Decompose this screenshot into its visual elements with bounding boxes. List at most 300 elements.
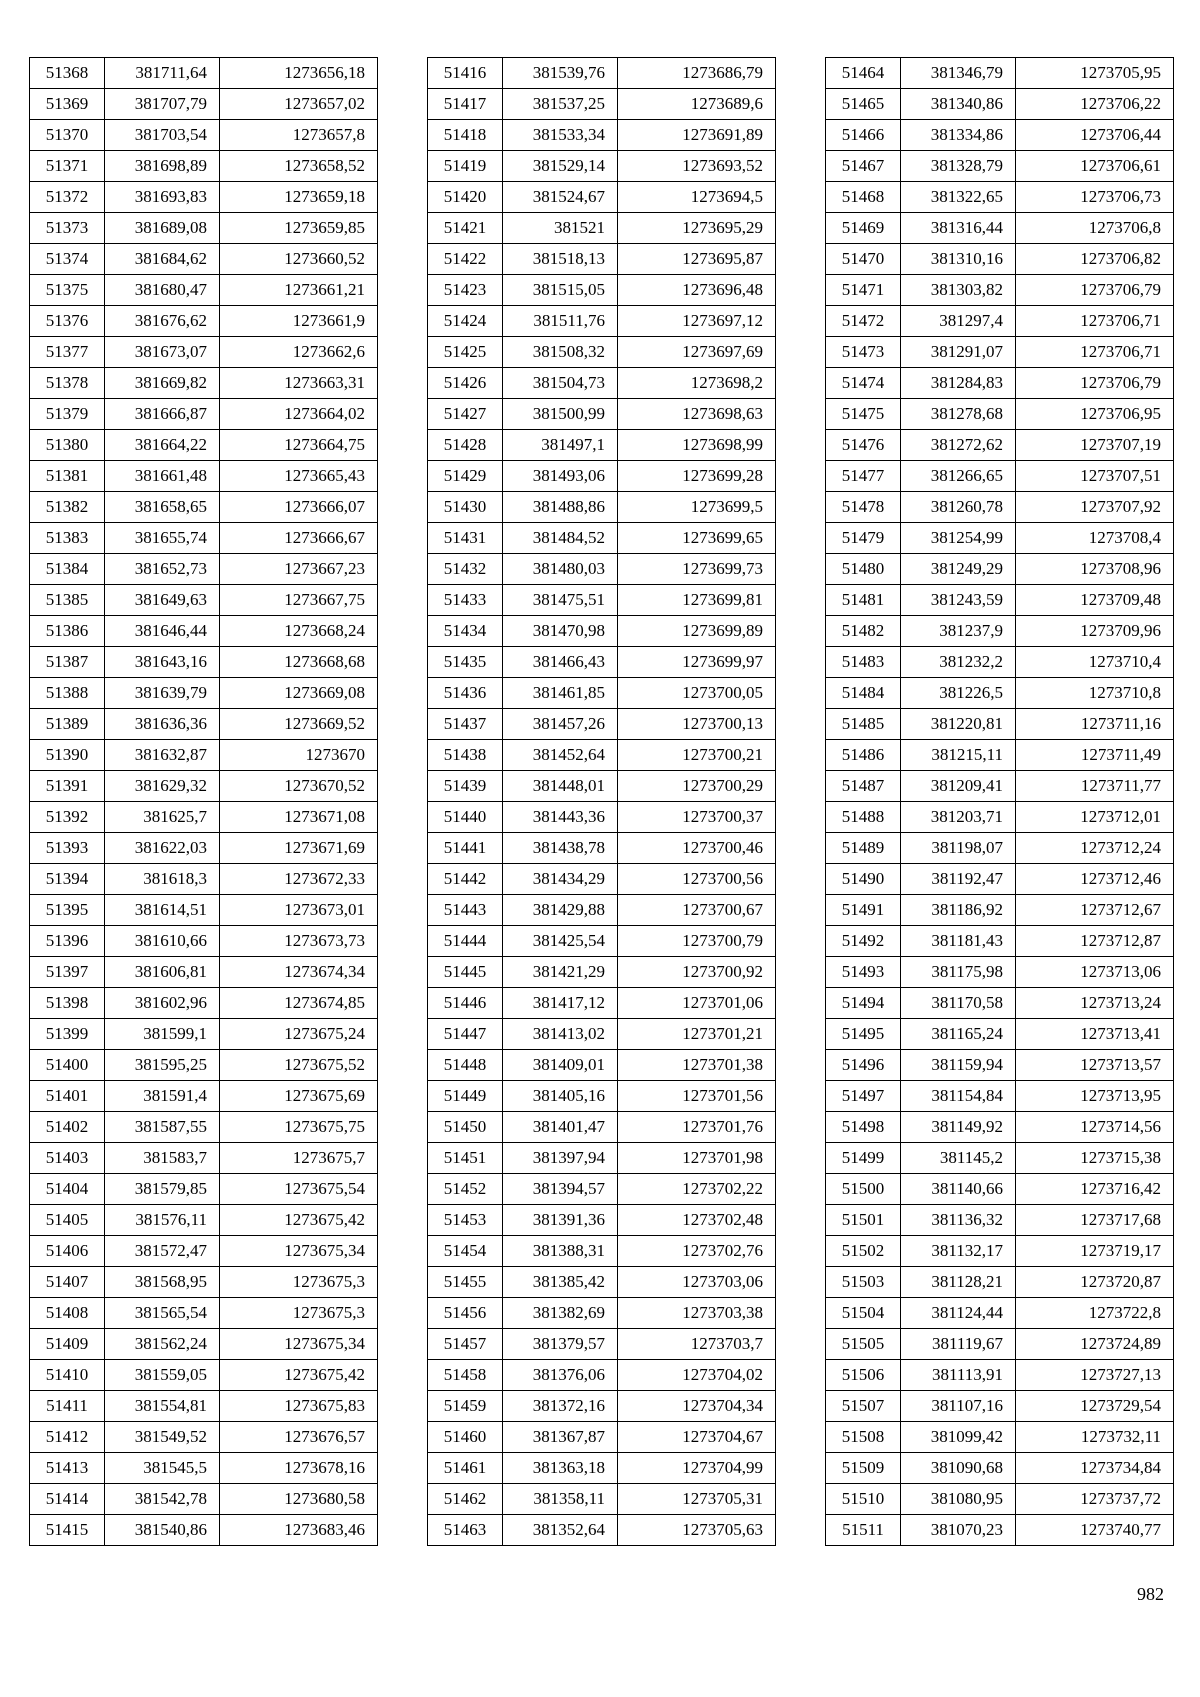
x-coordinate-cell: 381372,16	[503, 1391, 618, 1422]
table-row	[428, 771, 776, 802]
x-coordinate-cell: 381159,94	[901, 1050, 1016, 1081]
point-number-cell: 51431	[428, 523, 503, 554]
table-row	[428, 1484, 776, 1515]
table-row	[826, 740, 1174, 771]
x-coordinate-cell: 381128,21	[901, 1267, 1016, 1298]
x-coordinate-cell: 381367,87	[503, 1422, 618, 1453]
y-coordinate-cell: 1273700,92	[618, 957, 776, 988]
y-coordinate-cell: 1273689,6	[618, 89, 776, 120]
point-number-cell: 51420	[428, 182, 503, 213]
y-coordinate-cell: 1273694,5	[618, 182, 776, 213]
table-row	[826, 1484, 1174, 1515]
point-number-cell: 51486	[826, 740, 901, 771]
point-number-cell: 51504	[826, 1298, 901, 1329]
table-row	[30, 368, 378, 399]
table-row	[30, 1236, 378, 1267]
x-coordinate-cell: 381470,98	[503, 616, 618, 647]
table-row	[30, 926, 378, 957]
table-row	[826, 1298, 1174, 1329]
table-row	[30, 895, 378, 926]
x-coordinate-cell: 381388,31	[503, 1236, 618, 1267]
point-number-cell: 51394	[30, 864, 105, 895]
point-number-cell: 51492	[826, 926, 901, 957]
y-coordinate-cell: 1273706,71	[1016, 337, 1174, 368]
table-row	[826, 864, 1174, 895]
point-number-cell: 51478	[826, 492, 901, 523]
point-number-cell: 51465	[826, 89, 901, 120]
point-number-cell: 51448	[428, 1050, 503, 1081]
table-row	[826, 833, 1174, 864]
point-number-cell: 51427	[428, 399, 503, 430]
x-coordinate-cell: 381243,59	[901, 585, 1016, 616]
y-coordinate-cell: 1273727,13	[1016, 1360, 1174, 1391]
point-number-cell: 51469	[826, 213, 901, 244]
table-row	[428, 337, 776, 368]
point-number-cell: 51389	[30, 709, 105, 740]
x-coordinate-cell: 381254,99	[901, 523, 1016, 554]
point-number-cell: 51377	[30, 337, 105, 368]
y-coordinate-cell: 1273699,97	[618, 647, 776, 678]
x-coordinate-cell: 381434,29	[503, 864, 618, 895]
x-coordinate-cell: 381358,11	[503, 1484, 618, 1515]
x-coordinate-cell: 381438,78	[503, 833, 618, 864]
table-row	[826, 1267, 1174, 1298]
x-coordinate-cell: 381291,07	[901, 337, 1016, 368]
point-number-cell: 51485	[826, 709, 901, 740]
point-number-cell: 51434	[428, 616, 503, 647]
x-coordinate-cell: 381500,99	[503, 399, 618, 430]
y-coordinate-cell: 1273675,42	[220, 1360, 378, 1391]
table-row	[30, 554, 378, 585]
point-number-cell: 51432	[428, 554, 503, 585]
point-number-cell: 51414	[30, 1484, 105, 1515]
table-row	[30, 1453, 378, 1484]
y-coordinate-cell: 1273664,02	[220, 399, 378, 430]
table-row	[30, 213, 378, 244]
y-coordinate-cell: 1273713,41	[1016, 1019, 1174, 1050]
point-number-cell: 51466	[826, 120, 901, 151]
table-row	[30, 244, 378, 275]
point-number-cell: 51439	[428, 771, 503, 802]
point-number-cell: 51417	[428, 89, 503, 120]
y-coordinate-cell: 1273703,38	[618, 1298, 776, 1329]
table-row	[826, 275, 1174, 306]
x-coordinate-cell: 381272,62	[901, 430, 1016, 461]
y-coordinate-cell: 1273675,7	[220, 1143, 378, 1174]
table-row	[826, 213, 1174, 244]
table-row	[428, 89, 776, 120]
y-coordinate-cell: 1273700,05	[618, 678, 776, 709]
table-row	[428, 709, 776, 740]
point-number-cell: 51428	[428, 430, 503, 461]
y-coordinate-cell: 1273665,43	[220, 461, 378, 492]
point-number-cell: 51390	[30, 740, 105, 771]
point-number-cell: 51395	[30, 895, 105, 926]
x-coordinate-cell: 381689,08	[105, 213, 220, 244]
point-number-cell: 51404	[30, 1174, 105, 1205]
page-number: 982	[1137, 1584, 1164, 1604]
x-coordinate-cell: 381666,87	[105, 399, 220, 430]
table-row	[30, 399, 378, 430]
x-coordinate-cell: 381676,62	[105, 306, 220, 337]
x-coordinate-cell: 381466,43	[503, 647, 618, 678]
x-coordinate-cell: 381658,65	[105, 492, 220, 523]
point-number-cell: 51445	[428, 957, 503, 988]
table-row	[826, 1112, 1174, 1143]
y-coordinate-cell: 1273709,96	[1016, 616, 1174, 647]
x-coordinate-cell: 381417,12	[503, 988, 618, 1019]
table-row	[428, 461, 776, 492]
point-number-cell: 51467	[826, 151, 901, 182]
point-number-cell: 51397	[30, 957, 105, 988]
y-coordinate-cell: 1273671,08	[220, 802, 378, 833]
x-coordinate-cell: 381508,32	[503, 337, 618, 368]
table-row	[428, 120, 776, 151]
y-coordinate-cell: 1273699,81	[618, 585, 776, 616]
y-coordinate-cell: 1273678,16	[220, 1453, 378, 1484]
point-number-cell: 51406	[30, 1236, 105, 1267]
point-number-cell: 51369	[30, 89, 105, 120]
table-row	[30, 1515, 378, 1546]
table-row	[826, 182, 1174, 213]
x-coordinate-cell: 381352,64	[503, 1515, 618, 1546]
x-coordinate-cell: 381579,85	[105, 1174, 220, 1205]
x-coordinate-cell: 381303,82	[901, 275, 1016, 306]
point-number-cell: 51488	[826, 802, 901, 833]
point-number-cell: 51449	[428, 1081, 503, 1112]
y-coordinate-cell: 1273668,68	[220, 647, 378, 678]
y-coordinate-cell: 1273701,98	[618, 1143, 776, 1174]
point-number-cell: 51440	[428, 802, 503, 833]
y-coordinate-cell: 1273716,42	[1016, 1174, 1174, 1205]
point-number-cell: 51510	[826, 1484, 901, 1515]
y-coordinate-cell: 1273713,57	[1016, 1050, 1174, 1081]
table-row	[428, 647, 776, 678]
table-row	[826, 1174, 1174, 1205]
point-number-cell: 51446	[428, 988, 503, 1019]
y-coordinate-cell: 1273708,96	[1016, 554, 1174, 585]
x-coordinate-cell: 381145,2	[901, 1143, 1016, 1174]
x-coordinate-cell: 381545,5	[105, 1453, 220, 1484]
x-coordinate-cell: 381572,47	[105, 1236, 220, 1267]
table-row	[30, 957, 378, 988]
x-coordinate-cell: 381379,57	[503, 1329, 618, 1360]
y-coordinate-cell: 1273702,76	[618, 1236, 776, 1267]
x-coordinate-cell: 381542,78	[105, 1484, 220, 1515]
x-coordinate-cell: 381136,32	[901, 1205, 1016, 1236]
x-coordinate-cell: 381636,36	[105, 709, 220, 740]
point-number-cell: 51506	[826, 1360, 901, 1391]
table-row	[826, 1422, 1174, 1453]
table-row	[428, 151, 776, 182]
table-row	[30, 523, 378, 554]
x-coordinate-cell: 381385,42	[503, 1267, 618, 1298]
x-coordinate-cell: 381524,67	[503, 182, 618, 213]
y-coordinate-cell: 1273705,31	[618, 1484, 776, 1515]
table-row	[30, 461, 378, 492]
point-number-cell: 51392	[30, 802, 105, 833]
point-number-cell: 51412	[30, 1422, 105, 1453]
y-coordinate-cell: 1273699,65	[618, 523, 776, 554]
y-coordinate-cell: 1273712,46	[1016, 864, 1174, 895]
y-coordinate-cell: 1273693,52	[618, 151, 776, 182]
x-coordinate-cell: 381698,89	[105, 151, 220, 182]
y-coordinate-cell: 1273700,67	[618, 895, 776, 926]
x-coordinate-cell: 381610,66	[105, 926, 220, 957]
y-coordinate-cell: 1273720,87	[1016, 1267, 1174, 1298]
x-coordinate-cell: 381237,9	[901, 616, 1016, 647]
point-number-cell: 51511	[826, 1515, 901, 1546]
y-coordinate-cell: 1273706,22	[1016, 89, 1174, 120]
y-coordinate-cell: 1273697,12	[618, 306, 776, 337]
point-number-cell: 51398	[30, 988, 105, 1019]
x-coordinate-cell: 381070,23	[901, 1515, 1016, 1546]
x-coordinate-cell: 381521	[503, 213, 618, 244]
point-number-cell: 51372	[30, 182, 105, 213]
table-row	[428, 616, 776, 647]
table-row	[30, 864, 378, 895]
table-row	[30, 1174, 378, 1205]
point-number-cell: 51496	[826, 1050, 901, 1081]
x-coordinate-cell: 381684,62	[105, 244, 220, 275]
point-number-cell: 51393	[30, 833, 105, 864]
x-coordinate-cell: 381099,42	[901, 1422, 1016, 1453]
point-number-cell: 51480	[826, 554, 901, 585]
y-coordinate-cell: 1273706,79	[1016, 275, 1174, 306]
point-number-cell: 51503	[826, 1267, 901, 1298]
x-coordinate-cell: 381565,54	[105, 1298, 220, 1329]
y-coordinate-cell: 1273657,8	[220, 120, 378, 151]
x-coordinate-cell: 381599,1	[105, 1019, 220, 1050]
x-coordinate-cell: 381413,02	[503, 1019, 618, 1050]
point-number-cell: 51421	[428, 213, 503, 244]
table-row	[428, 864, 776, 895]
x-coordinate-cell: 381504,73	[503, 368, 618, 399]
table-row	[428, 182, 776, 213]
x-coordinate-cell: 381661,48	[105, 461, 220, 492]
x-coordinate-cell: 381409,01	[503, 1050, 618, 1081]
x-coordinate-cell: 381680,47	[105, 275, 220, 306]
coordinates-table-1	[29, 57, 378, 1546]
point-number-cell: 51499	[826, 1143, 901, 1174]
table-row	[30, 306, 378, 337]
y-coordinate-cell: 1273683,46	[220, 1515, 378, 1546]
y-coordinate-cell: 1273711,16	[1016, 709, 1174, 740]
y-coordinate-cell: 1273700,79	[618, 926, 776, 957]
table-row	[30, 337, 378, 368]
y-coordinate-cell: 1273657,02	[220, 89, 378, 120]
x-coordinate-cell: 381443,36	[503, 802, 618, 833]
point-number-cell: 51423	[428, 275, 503, 306]
point-number-cell: 51400	[30, 1050, 105, 1081]
point-number-cell: 51401	[30, 1081, 105, 1112]
x-coordinate-cell: 381405,16	[503, 1081, 618, 1112]
y-coordinate-cell: 1273700,13	[618, 709, 776, 740]
x-coordinate-cell: 381175,98	[901, 957, 1016, 988]
table-row	[30, 1360, 378, 1391]
y-coordinate-cell: 1273711,77	[1016, 771, 1174, 802]
y-coordinate-cell: 1273714,56	[1016, 1112, 1174, 1143]
x-coordinate-cell: 381401,47	[503, 1112, 618, 1143]
table-row	[826, 58, 1174, 89]
table-row	[428, 1236, 776, 1267]
point-number-cell: 51425	[428, 337, 503, 368]
y-coordinate-cell: 1273701,21	[618, 1019, 776, 1050]
y-coordinate-cell: 1273675,3	[220, 1298, 378, 1329]
y-coordinate-cell: 1273680,58	[220, 1484, 378, 1515]
table-row	[428, 1329, 776, 1360]
point-number-cell: 51497	[826, 1081, 901, 1112]
y-coordinate-cell: 1273712,01	[1016, 802, 1174, 833]
y-coordinate-cell: 1273670	[220, 740, 378, 771]
x-coordinate-cell: 381559,05	[105, 1360, 220, 1391]
point-number-cell: 51441	[428, 833, 503, 864]
table-row	[826, 1236, 1174, 1267]
x-coordinate-cell: 381583,7	[105, 1143, 220, 1174]
point-number-cell: 51438	[428, 740, 503, 771]
table-row	[30, 1391, 378, 1422]
point-number-cell: 51383	[30, 523, 105, 554]
point-number-cell: 51482	[826, 616, 901, 647]
y-coordinate-cell: 1273669,08	[220, 678, 378, 709]
point-number-cell: 51475	[826, 399, 901, 430]
x-coordinate-cell: 381090,68	[901, 1453, 1016, 1484]
y-coordinate-cell: 1273701,76	[618, 1112, 776, 1143]
x-coordinate-cell: 381278,68	[901, 399, 1016, 430]
y-coordinate-cell: 1273699,5	[618, 492, 776, 523]
point-number-cell: 51405	[30, 1205, 105, 1236]
y-coordinate-cell: 1273704,67	[618, 1422, 776, 1453]
y-coordinate-cell: 1273710,8	[1016, 678, 1174, 709]
table-row	[826, 988, 1174, 1019]
x-coordinate-cell: 381391,36	[503, 1205, 618, 1236]
x-coordinate-cell: 381554,81	[105, 1391, 220, 1422]
y-coordinate-cell: 1273667,23	[220, 554, 378, 585]
y-coordinate-cell: 1273712,24	[1016, 833, 1174, 864]
point-number-cell: 51463	[428, 1515, 503, 1546]
x-coordinate-cell: 381149,92	[901, 1112, 1016, 1143]
x-coordinate-cell: 381249,29	[901, 554, 1016, 585]
y-coordinate-cell: 1273706,82	[1016, 244, 1174, 275]
y-coordinate-cell: 1273706,95	[1016, 399, 1174, 430]
point-number-cell: 51498	[826, 1112, 901, 1143]
table-row	[30, 1267, 378, 1298]
y-coordinate-cell: 1273661,9	[220, 306, 378, 337]
x-coordinate-cell: 381649,63	[105, 585, 220, 616]
x-coordinate-cell: 381457,26	[503, 709, 618, 740]
point-number-cell: 51433	[428, 585, 503, 616]
point-number-cell: 51491	[826, 895, 901, 926]
y-coordinate-cell: 1273658,52	[220, 151, 378, 182]
point-number-cell: 51408	[30, 1298, 105, 1329]
y-coordinate-cell: 1273671,69	[220, 833, 378, 864]
point-number-cell: 51396	[30, 926, 105, 957]
x-coordinate-cell: 381140,66	[901, 1174, 1016, 1205]
point-number-cell: 51391	[30, 771, 105, 802]
point-number-cell: 51462	[428, 1484, 503, 1515]
table-row	[30, 58, 378, 89]
point-number-cell: 51368	[30, 58, 105, 89]
x-coordinate-cell: 381382,69	[503, 1298, 618, 1329]
y-coordinate-cell: 1273724,89	[1016, 1329, 1174, 1360]
table-row	[428, 1112, 776, 1143]
point-number-cell: 51410	[30, 1360, 105, 1391]
table-row	[428, 430, 776, 461]
y-coordinate-cell: 1273706,44	[1016, 120, 1174, 151]
table-row	[30, 802, 378, 833]
point-number-cell: 51468	[826, 182, 901, 213]
table-row	[826, 1453, 1174, 1484]
x-coordinate-cell: 381448,01	[503, 771, 618, 802]
x-coordinate-cell: 381576,11	[105, 1205, 220, 1236]
point-number-cell: 51407	[30, 1267, 105, 1298]
y-coordinate-cell: 1273704,02	[618, 1360, 776, 1391]
point-number-cell: 51471	[826, 275, 901, 306]
y-coordinate-cell: 1273710,4	[1016, 647, 1174, 678]
table-row	[826, 554, 1174, 585]
point-number-cell: 51479	[826, 523, 901, 554]
point-number-cell: 51378	[30, 368, 105, 399]
y-coordinate-cell: 1273729,54	[1016, 1391, 1174, 1422]
point-number-cell: 51490	[826, 864, 901, 895]
table-row	[428, 58, 776, 89]
x-coordinate-cell: 381606,81	[105, 957, 220, 988]
point-number-cell: 51509	[826, 1453, 901, 1484]
x-coordinate-cell: 381226,5	[901, 678, 1016, 709]
y-coordinate-cell: 1273672,33	[220, 864, 378, 895]
table-row	[428, 1360, 776, 1391]
table-row	[428, 275, 776, 306]
x-coordinate-cell: 381480,03	[503, 554, 618, 585]
y-coordinate-cell: 1273675,83	[220, 1391, 378, 1422]
y-coordinate-cell: 1273713,95	[1016, 1081, 1174, 1112]
x-coordinate-cell: 381124,44	[901, 1298, 1016, 1329]
table-row	[428, 1205, 776, 1236]
y-coordinate-cell: 1273700,37	[618, 802, 776, 833]
point-number-cell: 51430	[428, 492, 503, 523]
point-number-cell: 51385	[30, 585, 105, 616]
table-row	[826, 1360, 1174, 1391]
point-number-cell: 51418	[428, 120, 503, 151]
point-number-cell: 51452	[428, 1174, 503, 1205]
point-number-cell: 51474	[826, 368, 901, 399]
y-coordinate-cell: 1273697,69	[618, 337, 776, 368]
x-coordinate-cell: 381693,83	[105, 182, 220, 213]
y-coordinate-cell: 1273713,06	[1016, 957, 1174, 988]
y-coordinate-cell: 1273691,89	[618, 120, 776, 151]
y-coordinate-cell: 1273734,84	[1016, 1453, 1174, 1484]
table-row	[826, 585, 1174, 616]
point-number-cell: 51403	[30, 1143, 105, 1174]
x-coordinate-cell: 381421,29	[503, 957, 618, 988]
point-number-cell: 51402	[30, 1112, 105, 1143]
table-row	[428, 988, 776, 1019]
x-coordinate-cell: 381186,92	[901, 895, 1016, 926]
table-row	[428, 957, 776, 988]
y-coordinate-cell: 1273717,68	[1016, 1205, 1174, 1236]
table-row	[826, 89, 1174, 120]
x-coordinate-cell: 381602,96	[105, 988, 220, 1019]
y-coordinate-cell: 1273698,99	[618, 430, 776, 461]
table-row	[428, 244, 776, 275]
point-number-cell: 51374	[30, 244, 105, 275]
y-coordinate-cell: 1273707,19	[1016, 430, 1174, 461]
table-row	[826, 1515, 1174, 1546]
x-coordinate-cell: 381673,07	[105, 337, 220, 368]
x-coordinate-cell: 381533,34	[503, 120, 618, 151]
table-row	[826, 151, 1174, 182]
x-coordinate-cell: 381192,47	[901, 864, 1016, 895]
